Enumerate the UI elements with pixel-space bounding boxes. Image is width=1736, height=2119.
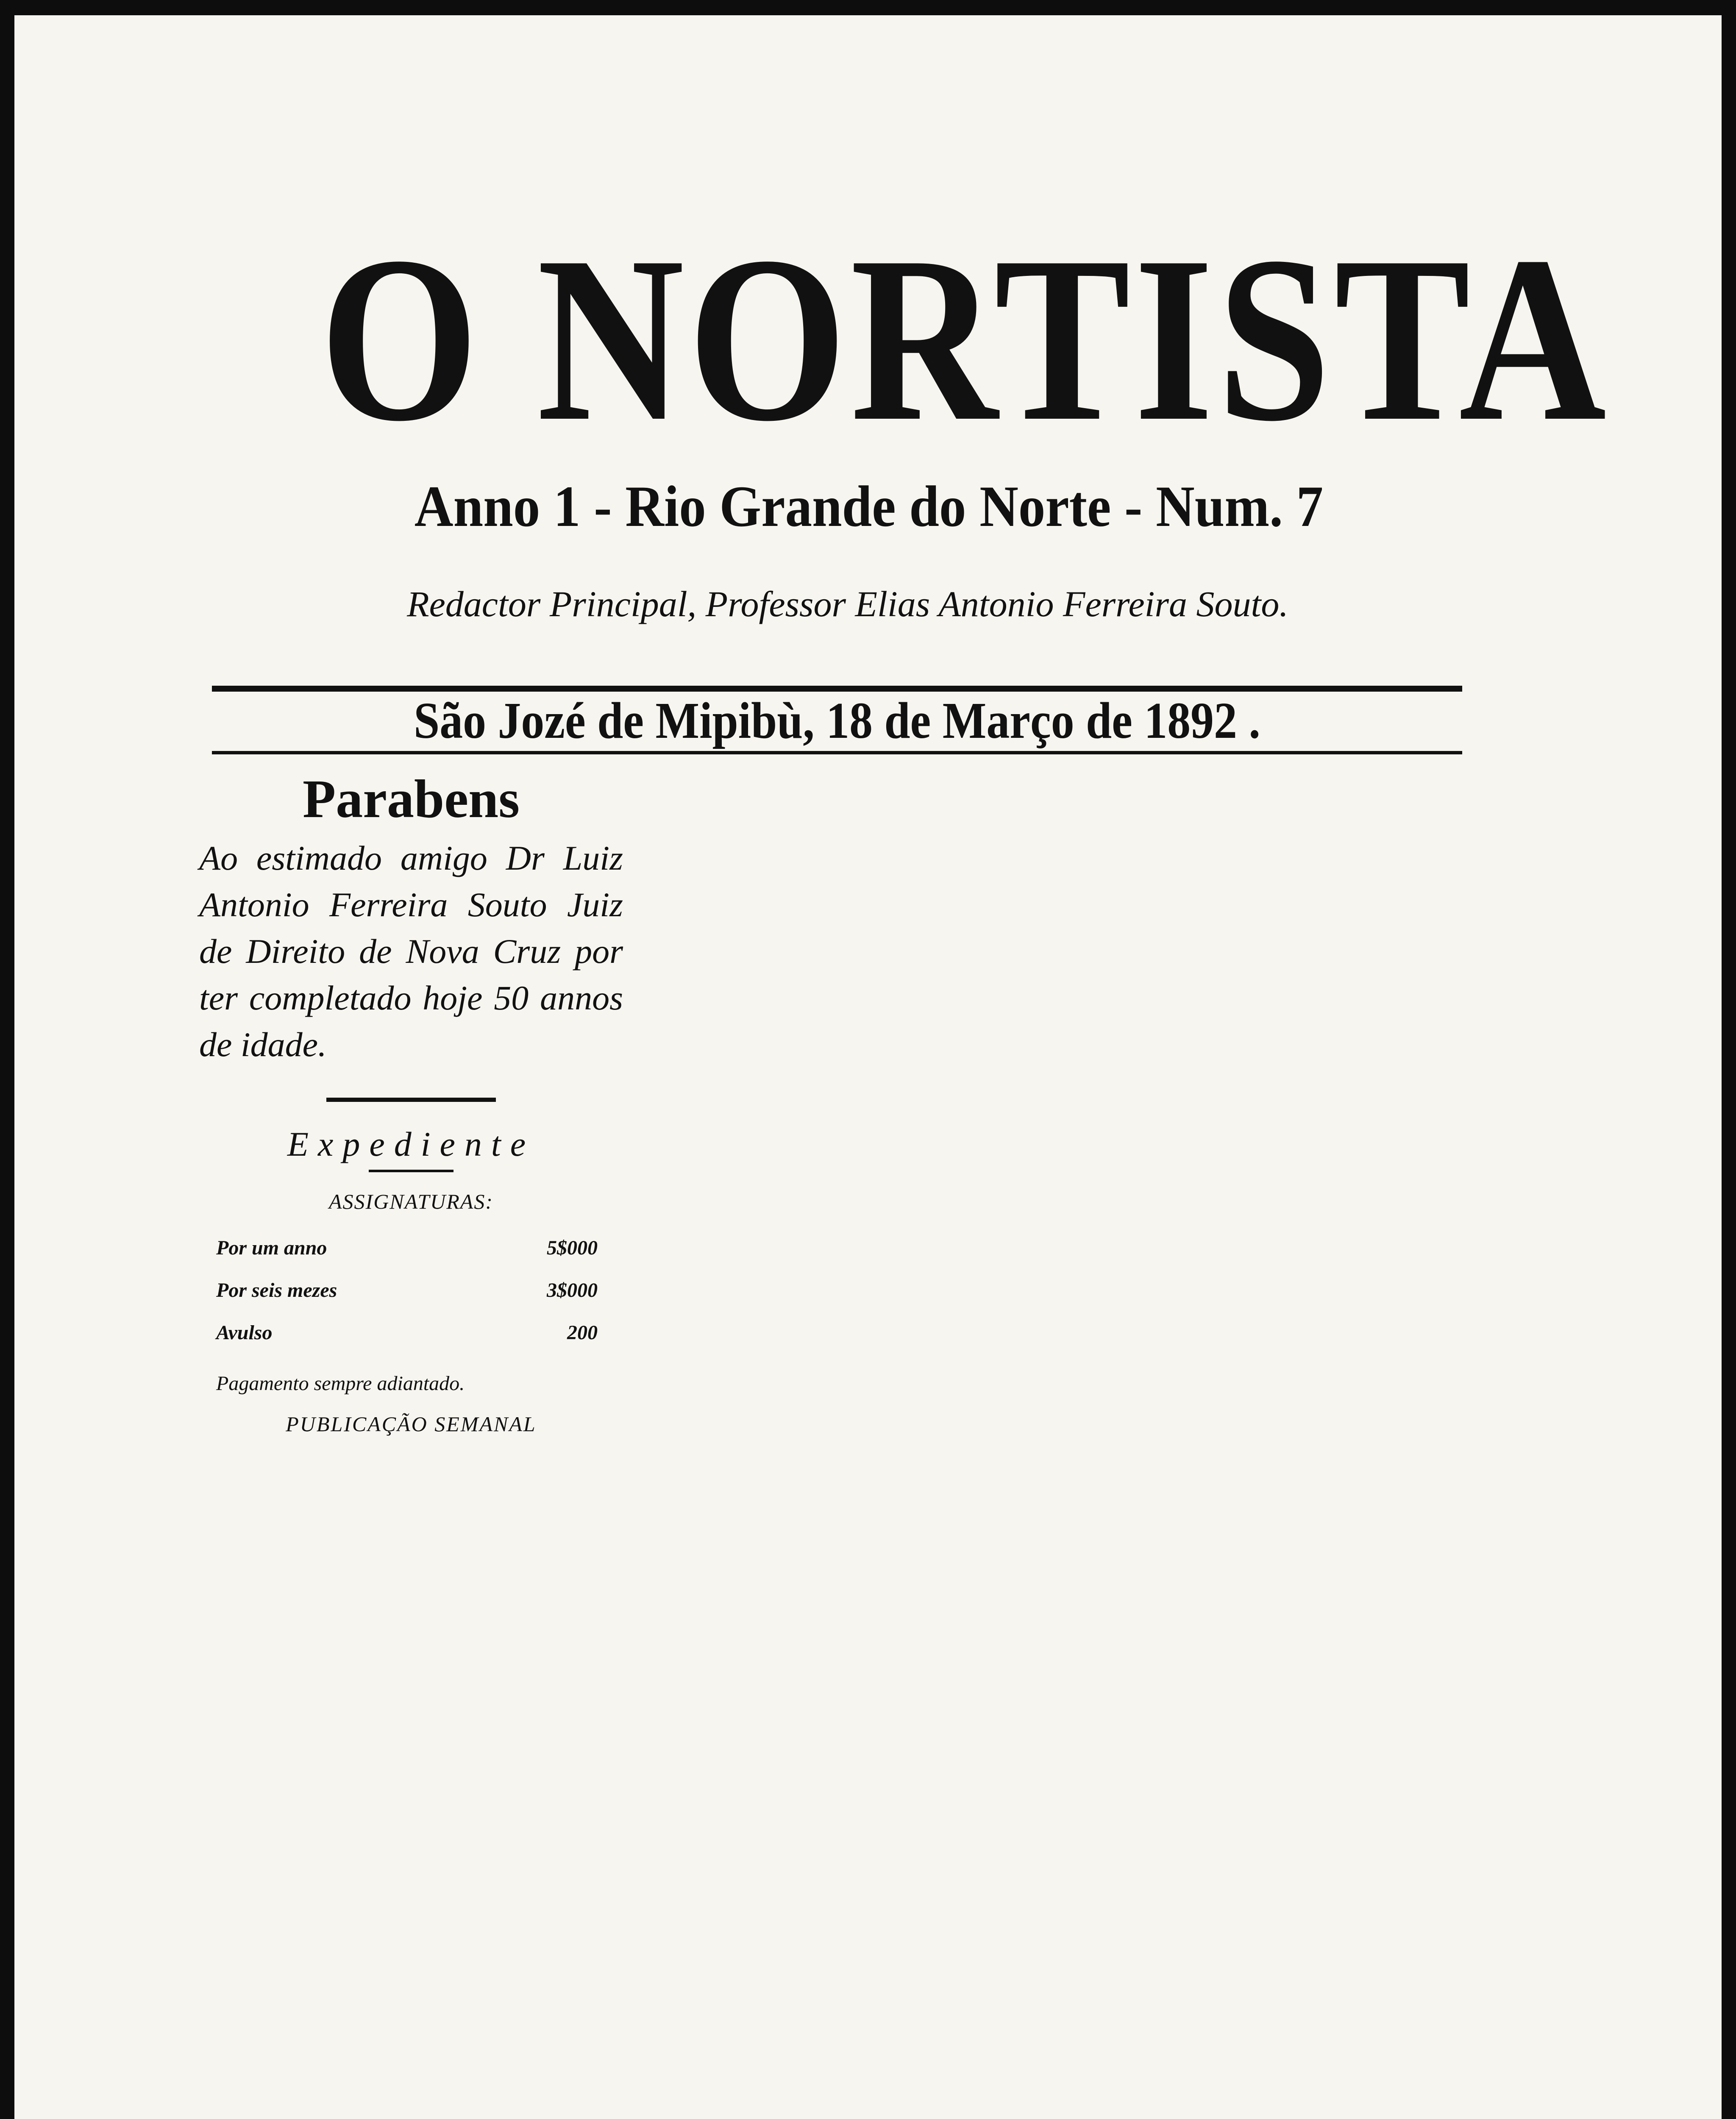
masthead-title: O NORTISTA [320,208,1610,470]
assign-row [216,1233,598,1263]
parabens-heading: Parabens [303,769,520,829]
left-column [199,767,623,2119]
ornament-rule [326,1098,496,1102]
assign-label: Avulso [216,1321,273,1344]
publicacao-heading: PUBLICAÇÃO SEMANAL [286,1412,537,1436]
assign-row [216,1276,598,1305]
pagamento-note: Pagamento sempre adiantado. [216,1372,465,1395]
edition-line: Anno 1 - Rio Grande do Norte - Num. 7 [414,474,1324,539]
assign-price: 3$000 [547,1279,598,1301]
page-border-right [1722,0,1736,2119]
date-rule-bottom [212,751,1462,754]
assign-label: Por seis mezes [216,1279,337,1301]
assignaturas-heading: ASSIGNATURAS: [329,1190,493,1213]
assign-label: Por um anno [216,1237,327,1259]
date-rule-top [212,686,1462,692]
assign-price: 5$000 [547,1237,598,1259]
assign-price: 200 [567,1321,598,1344]
expediente-heading: Expediente [287,1125,535,1163]
assign-row [216,1318,598,1348]
page-border-top [0,0,1736,15]
parabens-text: Ao estimado amigo Dr Luiz Antonio Ferreira Souto Juiz de Direito de Nova Cruz por ter completado hoje 50 annos de idade. [199,839,623,1064]
page-border-left [0,0,14,2119]
date-line: São Jozé de Mipibù, 18 de Março de 1892 . [414,692,1260,749]
editor-line: Redactor Principal, Professor Elias Antonio Ferreira Souto. [407,584,1288,624]
ornament-rule-small [369,1170,453,1172]
